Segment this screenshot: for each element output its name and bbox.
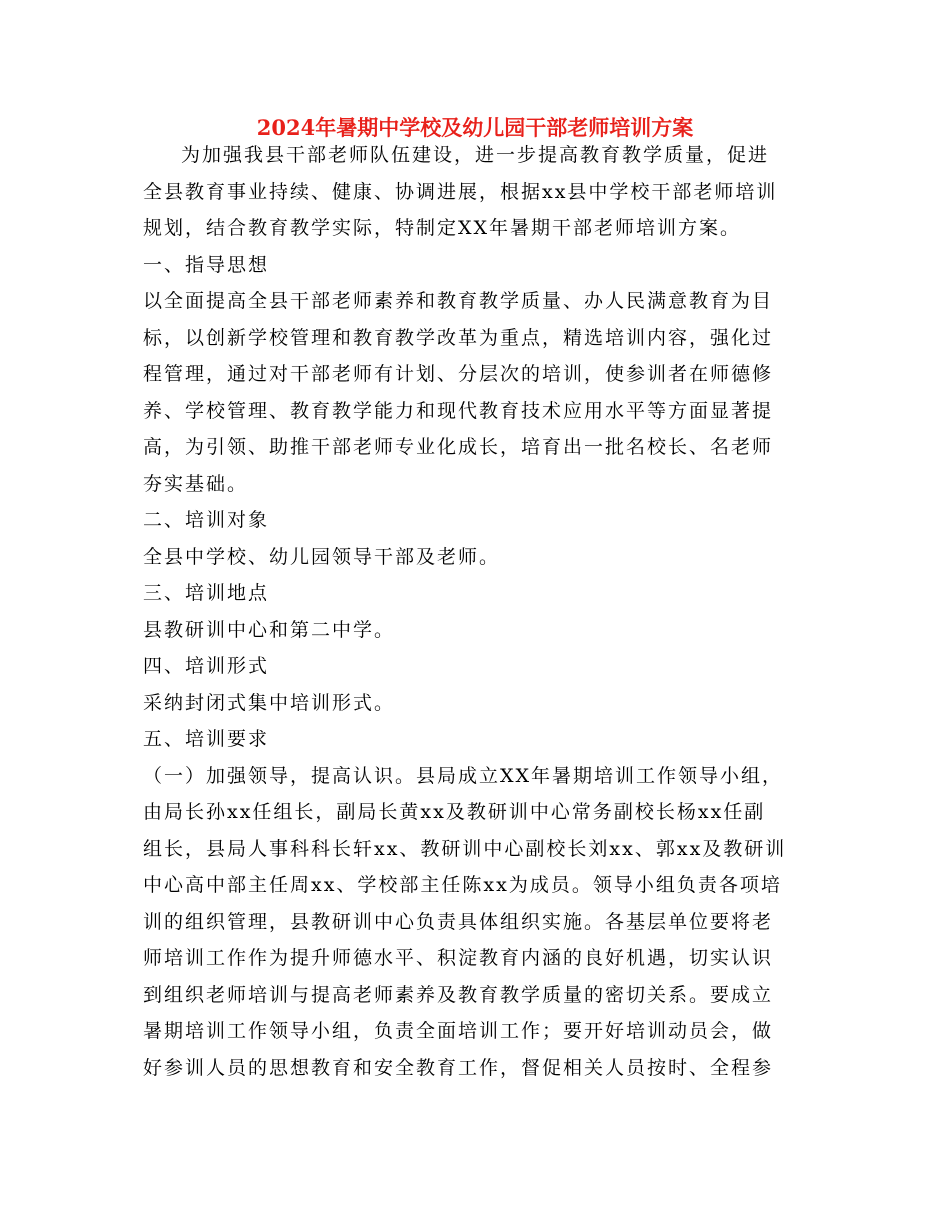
paragraph-line: 到组织老师培训与提高老师素养及教育教学质量的密切关系。要成立 — [143, 983, 774, 1006]
paragraph-line: 养、学校管理、教育教学能力和现代教育技术应用水平等方面显著提 — [143, 399, 774, 422]
paragraph-line: 由局长孙xx任组长，副局长黄xx及教研训中心常务副校长杨xx任副 — [143, 801, 766, 823]
paragraph-line: 采纳封闭式集中培训形式。 — [143, 691, 396, 714]
paragraph-line: 以全面提高全县干部老师素养和教育教学质量、办人民满意教育为目 — [143, 290, 774, 312]
section-heading: 五、培训要求 — [143, 728, 270, 750]
document-body — [143, 137, 811, 1086]
paragraph-line: 为加强我县干部老师队伍建设，进一步提高教育教学质量，促进 — [181, 144, 770, 166]
paragraph-line: 规划，结合教育教学实际，特制定XX年暑期干部老师培训方案。 — [143, 217, 742, 239]
paragraph-line: 全县中学校、幼儿园领导干部及老师。 — [143, 545, 501, 568]
paragraph-line: 中心高中部主任周xx、学校部主任陈xx为成员。领导小组负责各项培 — [143, 874, 782, 896]
section-heading: 一、指导思想 — [143, 253, 270, 276]
paragraph-line: 好参训人员的思想教育和安全教育工作，督促相关人员按时、全程参 — [143, 1056, 774, 1079]
paragraph-line: 组长，县局人事科科长轩xx、教研训中心副校长刘xx、郭xx及教研训 — [143, 837, 787, 860]
paragraph-line: 县教研训中心和第二中学。 — [143, 618, 396, 641]
paragraph-line: 师培训工作作为提升师德水平、积淀教育内涵的良好机遇，切实认识 — [143, 947, 774, 969]
paragraph-line: 夯实基础。 — [143, 472, 249, 495]
section-heading: 四、培训形式 — [143, 655, 270, 677]
section-heading: 二、培训对象 — [143, 509, 270, 531]
paragraph-line: 训的组织管理，县教研训中心负责具体组织实施。各基层单位要将老 — [143, 910, 774, 933]
paragraph-line: 全县教育事业持续、健康、协调进展，根据xx县中学校干部老师培训 — [143, 180, 778, 203]
paragraph-line: 暑期培训工作领导小组，负责全面培训工作；要开好培训动员会，做 — [143, 1020, 774, 1042]
document-title: 2024年暑期中学校及幼儿园干部老师培训方案 — [256, 115, 694, 140]
paragraph-line: 程管理，通过对干部老师有计划、分层次的培训，使参训者在师德修 — [143, 363, 774, 385]
paragraph-line: 高，为引领、助推干部老师专业化成长，培育出一批名校长、名老师 — [143, 436, 774, 458]
paragraph-line: （一）加强领导，提高认识。县局成立XX年暑期培训工作领导小组， — [143, 764, 784, 787]
paragraph-line: 标，以创新学校管理和教育教学改革为重点，精选培训内容，强化过 — [143, 326, 774, 349]
section-heading: 三、培训地点 — [143, 582, 270, 604]
